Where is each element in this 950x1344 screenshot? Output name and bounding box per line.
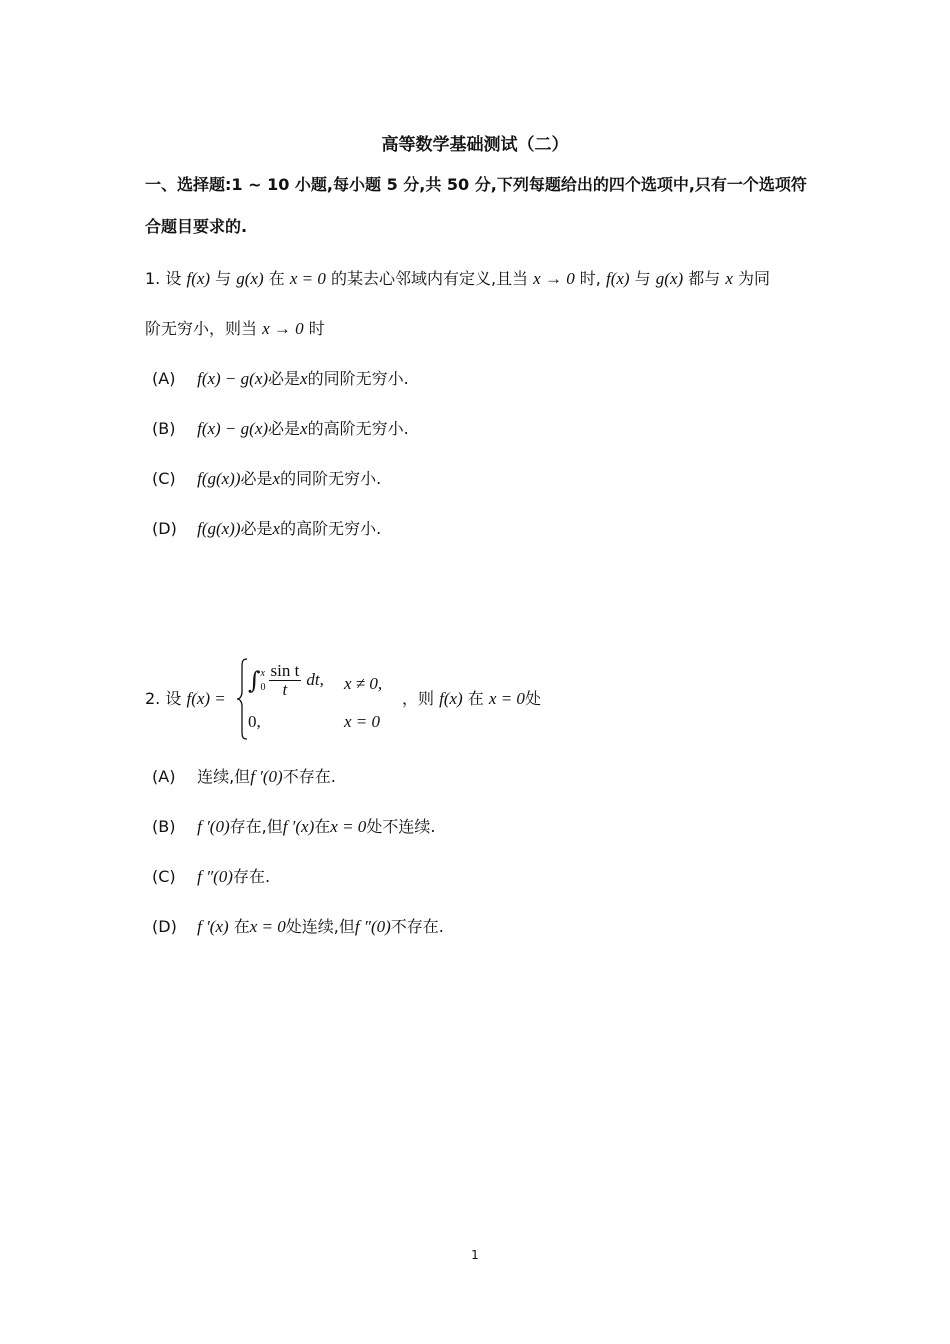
option-label: (B)	[152, 817, 176, 836]
page-number: 1	[471, 1248, 479, 1262]
option-label: (A)	[152, 767, 176, 786]
math-expr: f(g(x))	[197, 519, 241, 538]
q2-option-a[interactable]	[152, 764, 336, 787]
text: 处不连续.	[366, 817, 436, 836]
option-label: (D)	[152, 917, 177, 936]
text: 必是	[268, 419, 301, 438]
math-expr: x → 0	[533, 269, 575, 288]
text: 必是	[240, 469, 273, 488]
math-expr: dt,	[306, 670, 324, 689]
math-expr: x = 0	[289, 269, 326, 288]
option-label: (C)	[152, 867, 176, 886]
math-expr: f(x) =	[186, 689, 226, 708]
option-label: (D)	[152, 519, 177, 538]
math-expr: f ″(0)	[354, 917, 391, 936]
integral-icon: ∫	[248, 666, 261, 695]
math-expr: f(g(x))	[197, 469, 241, 488]
q2-option-c[interactable]	[152, 864, 270, 887]
text: ，则	[402, 689, 435, 708]
text: 在	[268, 269, 285, 288]
option-label: (A)	[152, 369, 176, 388]
text: 处	[524, 689, 541, 708]
question-2-tail	[402, 686, 541, 709]
q1-option-d[interactable]	[152, 516, 381, 539]
option-label: (C)	[152, 469, 176, 488]
q1-option-c[interactable]	[152, 466, 381, 489]
math-expr: x	[272, 469, 281, 488]
text: 在	[233, 917, 250, 936]
text: 存在,但	[229, 817, 283, 836]
math-expr: f(x) − g(x)	[197, 369, 269, 388]
text: 都与	[688, 269, 721, 288]
question-1-line2	[145, 316, 325, 339]
text: 处连续,但	[285, 917, 355, 936]
math-expr: x = 0	[488, 689, 525, 708]
math-expr: f(x)	[439, 689, 463, 708]
math-expr: f(x) − g(x)	[197, 419, 269, 438]
case-2-value: 0,	[248, 712, 261, 731]
text: 的高阶无穷小.	[307, 419, 409, 438]
math-expr: f ′(x)	[282, 817, 315, 836]
math-expr: f(x)	[186, 269, 211, 288]
text: 设	[165, 269, 182, 288]
text: 必是	[268, 369, 301, 388]
text: 的同阶无穷小.	[280, 469, 382, 488]
question-2-lead	[145, 686, 226, 709]
text: 设	[165, 689, 182, 708]
text: 必是	[240, 519, 273, 538]
math-expr: f ″(0)	[197, 867, 233, 886]
text: 连续,但	[197, 767, 251, 786]
math-expr: f ′(0)	[197, 817, 230, 836]
math-expr: f ′(0)	[250, 767, 283, 786]
text: 不存在.	[390, 917, 444, 936]
option-label: (B)	[152, 419, 176, 438]
text: 与	[634, 269, 651, 288]
text: 的同阶无穷小.	[307, 369, 409, 388]
left-brace-icon	[236, 658, 248, 740]
text: 阶无穷小，则当	[145, 319, 258, 338]
text: 的某去心邻域内有定义,且当	[330, 269, 529, 288]
case-1-expr	[248, 662, 324, 699]
q2-option-b[interactable]	[152, 814, 435, 837]
question-1-line1	[145, 266, 770, 289]
text: 存在.	[232, 867, 271, 886]
text: 时,	[579, 269, 601, 288]
question-number: 2.	[145, 689, 161, 708]
fraction	[269, 662, 302, 699]
fraction-numerator: sin t	[270, 661, 300, 680]
math-expr: f(x)	[605, 269, 630, 288]
question-number: 1.	[145, 269, 161, 288]
text: 在	[467, 689, 484, 708]
text: 为同	[738, 269, 771, 288]
math-expr: g(x)	[655, 269, 684, 288]
math-expr: g(x)	[236, 269, 264, 288]
text: 与	[215, 269, 232, 288]
text: 不存在.	[282, 767, 336, 786]
math-expr: x → 0	[262, 319, 304, 338]
q1-option-b[interactable]	[152, 416, 409, 439]
text: 时	[308, 319, 325, 338]
math-expr: x = 0	[249, 917, 286, 936]
q2-option-d[interactable]	[152, 914, 444, 937]
section-header-line2: 合题目要求的.	[145, 217, 248, 236]
math-expr: x	[725, 269, 733, 288]
section-header-line1: 一、选择题:1 ~ 10 小题,每小题 5 分,共 50 分,下列每题给出的四个选项中,只有一个选项符	[145, 175, 807, 194]
math-expr: f ′(x)	[197, 917, 229, 936]
integral-upper: x	[260, 667, 265, 679]
math-expr: x = 0	[330, 817, 367, 836]
q1-option-a[interactable]	[152, 366, 409, 389]
page-title: 高等数学基础测试（二）	[381, 135, 569, 155]
math-expr: x	[300, 369, 308, 388]
case-1-condition: x ≠ 0,	[344, 674, 383, 693]
integral-lower: 0	[260, 681, 266, 693]
fraction-denominator: t	[282, 680, 288, 699]
text: 的高阶无穷小.	[280, 519, 382, 538]
text: 在	[314, 817, 331, 836]
math-expr: x	[300, 419, 308, 438]
math-expr: x	[272, 519, 281, 538]
case-2-condition: x = 0	[344, 712, 381, 731]
